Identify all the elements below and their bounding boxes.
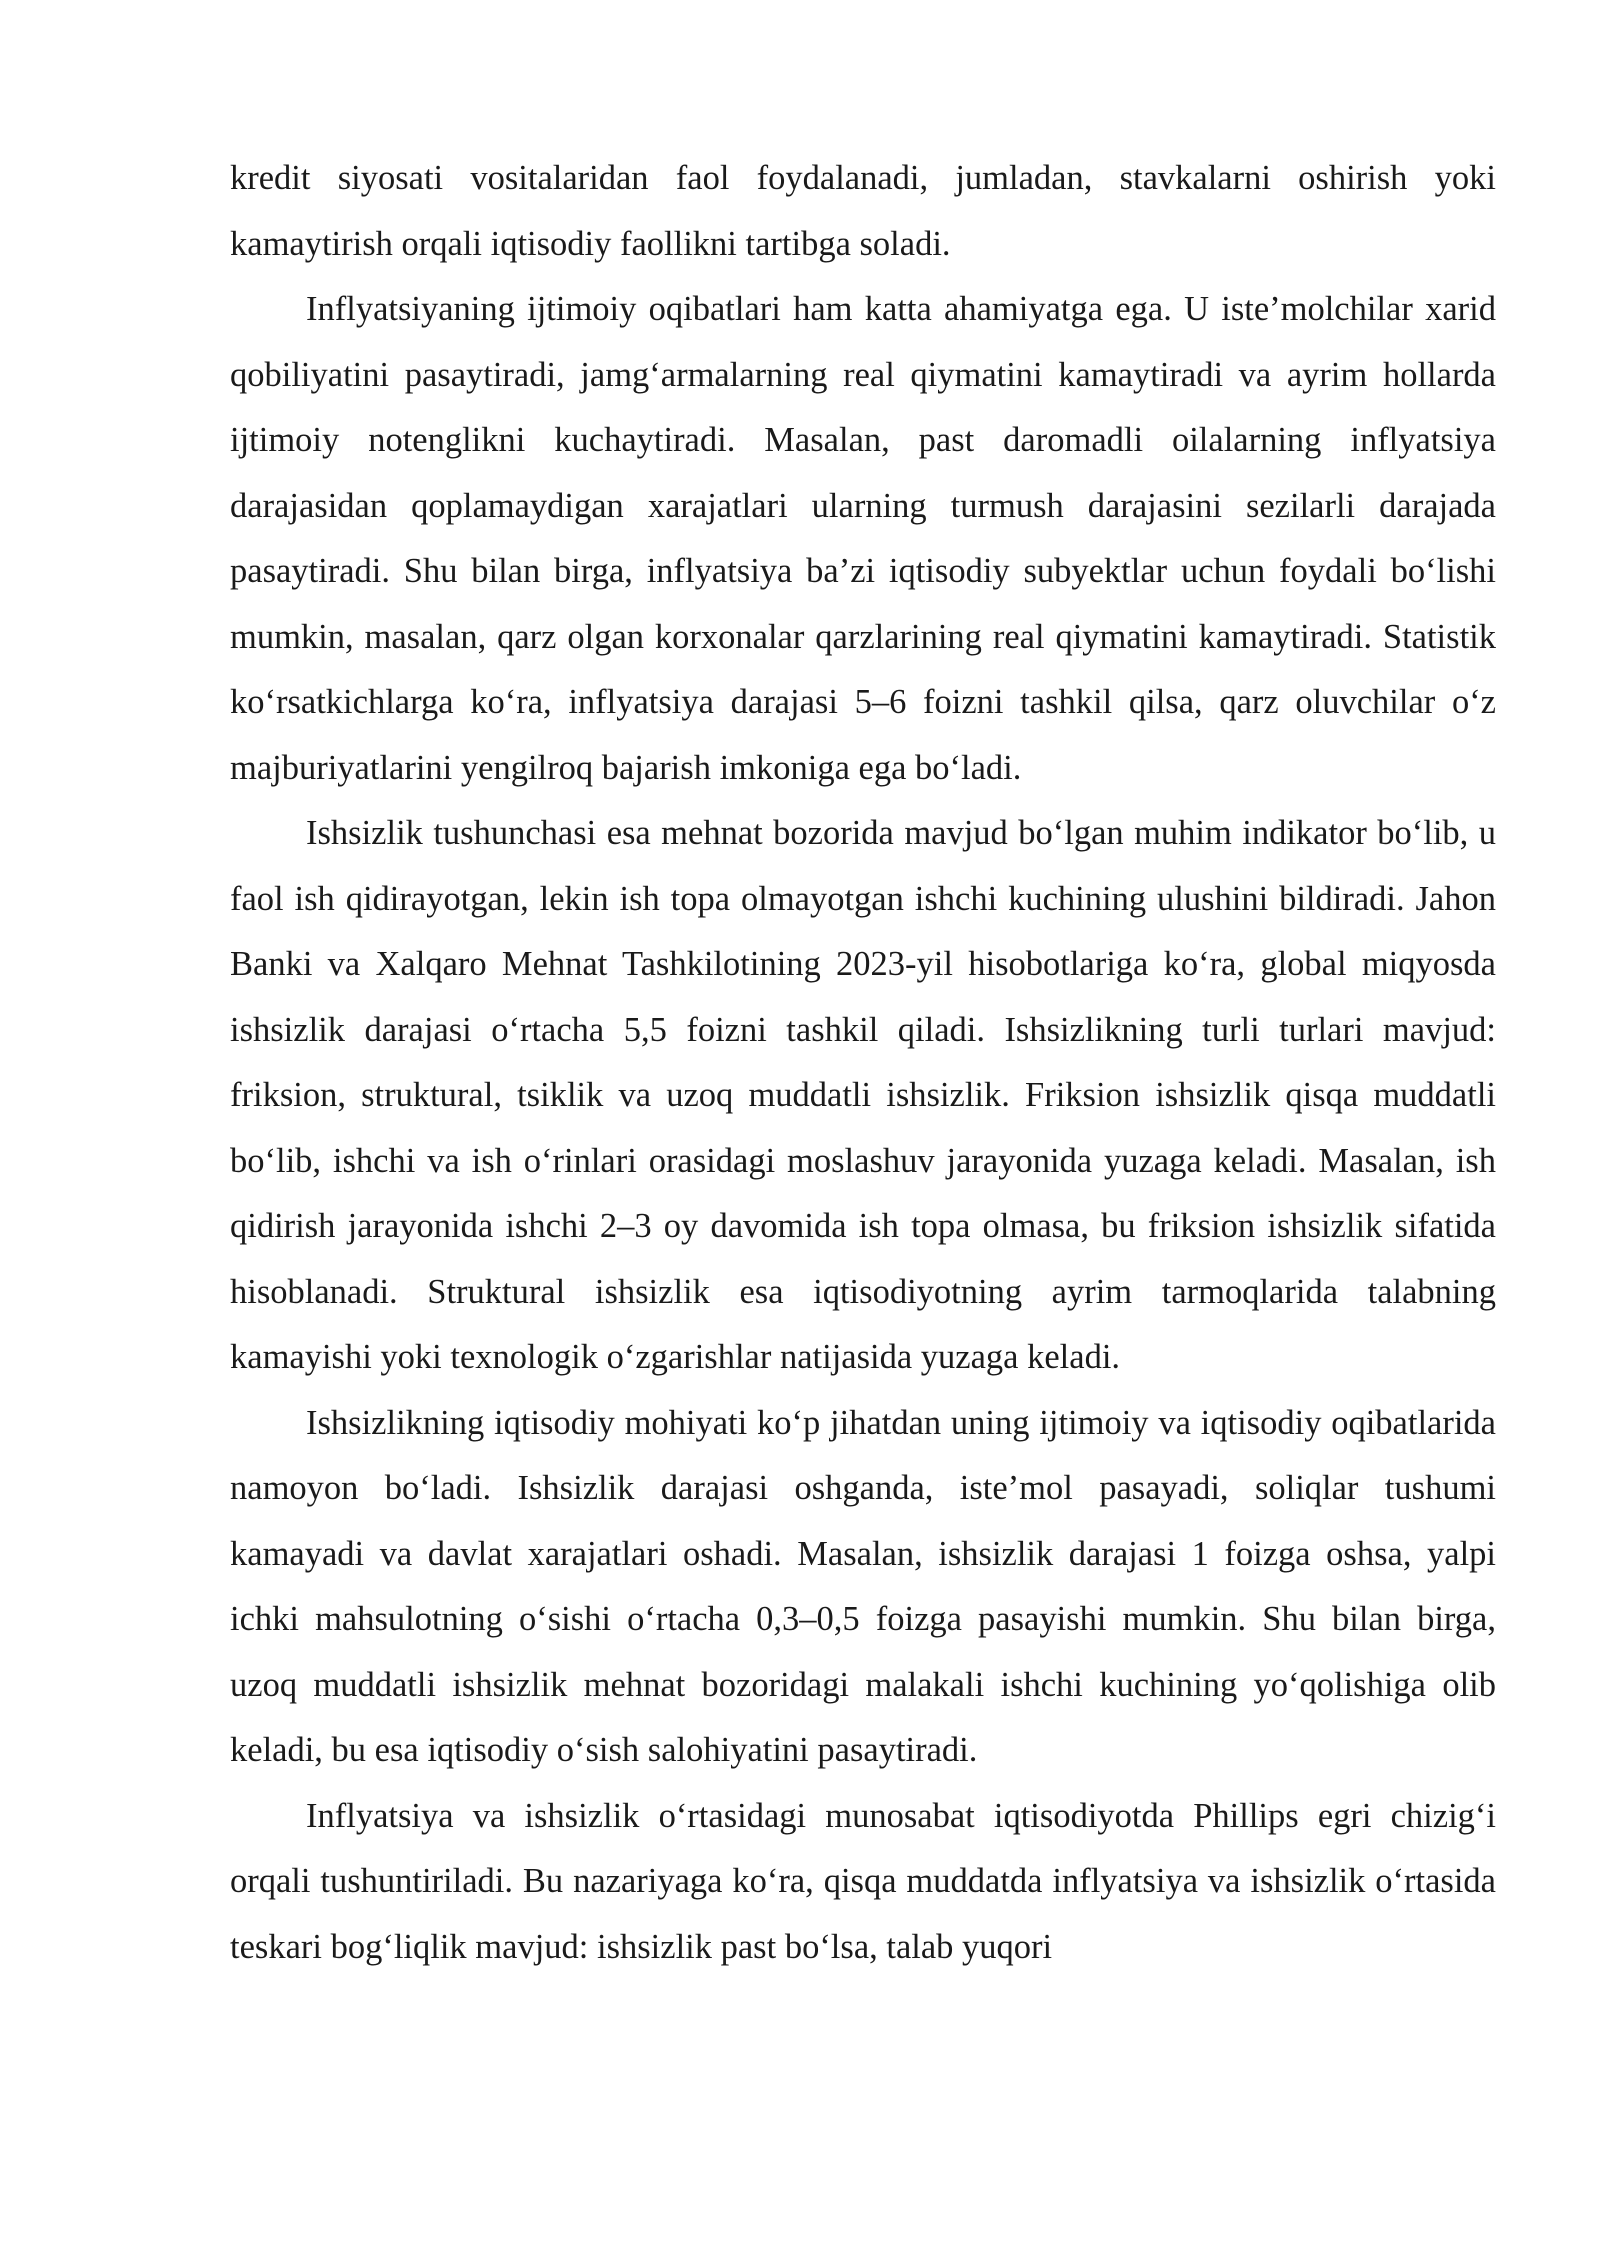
paragraph-continuation: kredit siyosati vositalaridan faol foydalanadi, jumladan, stavkalarni oshirish yoki kamaytirish orqali iqtisodiy faollikni tartibga soladi. xyxy=(230,159,1496,263)
document-body xyxy=(230,146,1496,1980)
paragraph-phillips-curve: Inflyatsiya va ishsizlik o‘rtasidagi munosabat iqtisodiyotda Phillips egri chizig‘i orqali tushuntiriladi. Bu nazariyaga ko‘ra, qisqa muddatda inflyatsiya va ishsizlik o‘rtasida teskari bog‘liqlik mavjud: ishsizlik past bo‘lsa, talab yuqori xyxy=(230,1796,1496,1966)
paragraph-inflation-social-effects: Inflyatsiyaning ijtimoiy oqibatlari ham katta ahamiyatga ega. U iste’molchilar xarid qobiliyatini pasaytiradi, jamg‘armalarning real qiymatini kamaytiradi va ayrim hollarda ijtimoiy notenglikni kuchaytiradi. Masalan, past daromadli oilalarning inflyatsiya darajasidan qoplamaydigan xarajatlari ularning turmush darajasini sezilarli darajada pasaytiradi. Shu bilan birga, inflyatsiya ba’zi iqtisodiy subyektlar uchun foydali bo‘lishi mumkin, masalan, qarz olgan korxonalar qarzlarining real qiymatini kamaytiradi. Statistik ko‘rsatkichlarga ko‘ra, inflyatsiya darajasi 5–6 foizni tashkil qilsa, qarz oluvchilar o‘z majburiyatlarini yengilroq bajarish imkoniga ega bo‘ladi. xyxy=(230,290,1496,787)
paragraph-unemployment-economic-essence: Ishsizlikning iqtisodiy mohiyati ko‘p jihatdan uning ijtimoiy va iqtisodiy oqibatlarida namoyon bo‘ladi. Ishsizlik darajasi oshganda, iste’mol pasayadi, soliqlar tushumi kamayadi va davlat xarajatlari oshadi. Masalan, ishsizlik darajasi 1 foizga oshsa, yalpi ichki mahsulotning o‘sishi o‘rtacha 0,3–0,5 foizga pasayishi mumkin. Shu bilan birga, uzoq muddatli ishsizlik mehnat bozoridagi malakali ishchi kuchining yo‘qolishiga olib keladi, bu esa iqtisodiy o‘sish salohiyatini pasaytiradi. xyxy=(230,1403,1496,1769)
paragraph-unemployment-concept: Ishsizlik tushunchasi esa mehnat bozorida mavjud bo‘lgan muhim indikator bo‘lib, u faol ish qidirayotgan, lekin ish topa olmayotgan ishchi kuchining ulushini bildiradi. Jahon Banki va Xalqaro Mehnat Tashkilotining 2023-yil hisobotlariga ko‘ra, global miqyosda ishsizlik darajasi o‘rtacha 5,5 foizni tashkil qiladi. Ishsizlikning turli turlari mavjud: friksion, struktural, tsiklik va uzoq muddatli ishsizlik. Friksion ishsizlik qisqa muddatli bo‘lib, ishchi va ish o‘rinlari orasidagi moslashuv jarayonida yuzaga keladi. Masalan, ish qidirish jarayonida ishchi 2–3 oy davomida ish topa olmasa, bu friksion ishsizlik sifatida hisoblanadi. Struktural ishsizlik esa iqtisodiyotning ayrim tarmoqlarida talabning kamayishi yoki texnologik o‘zgarishlar natijasida yuzaga keladi. xyxy=(230,814,1496,1376)
